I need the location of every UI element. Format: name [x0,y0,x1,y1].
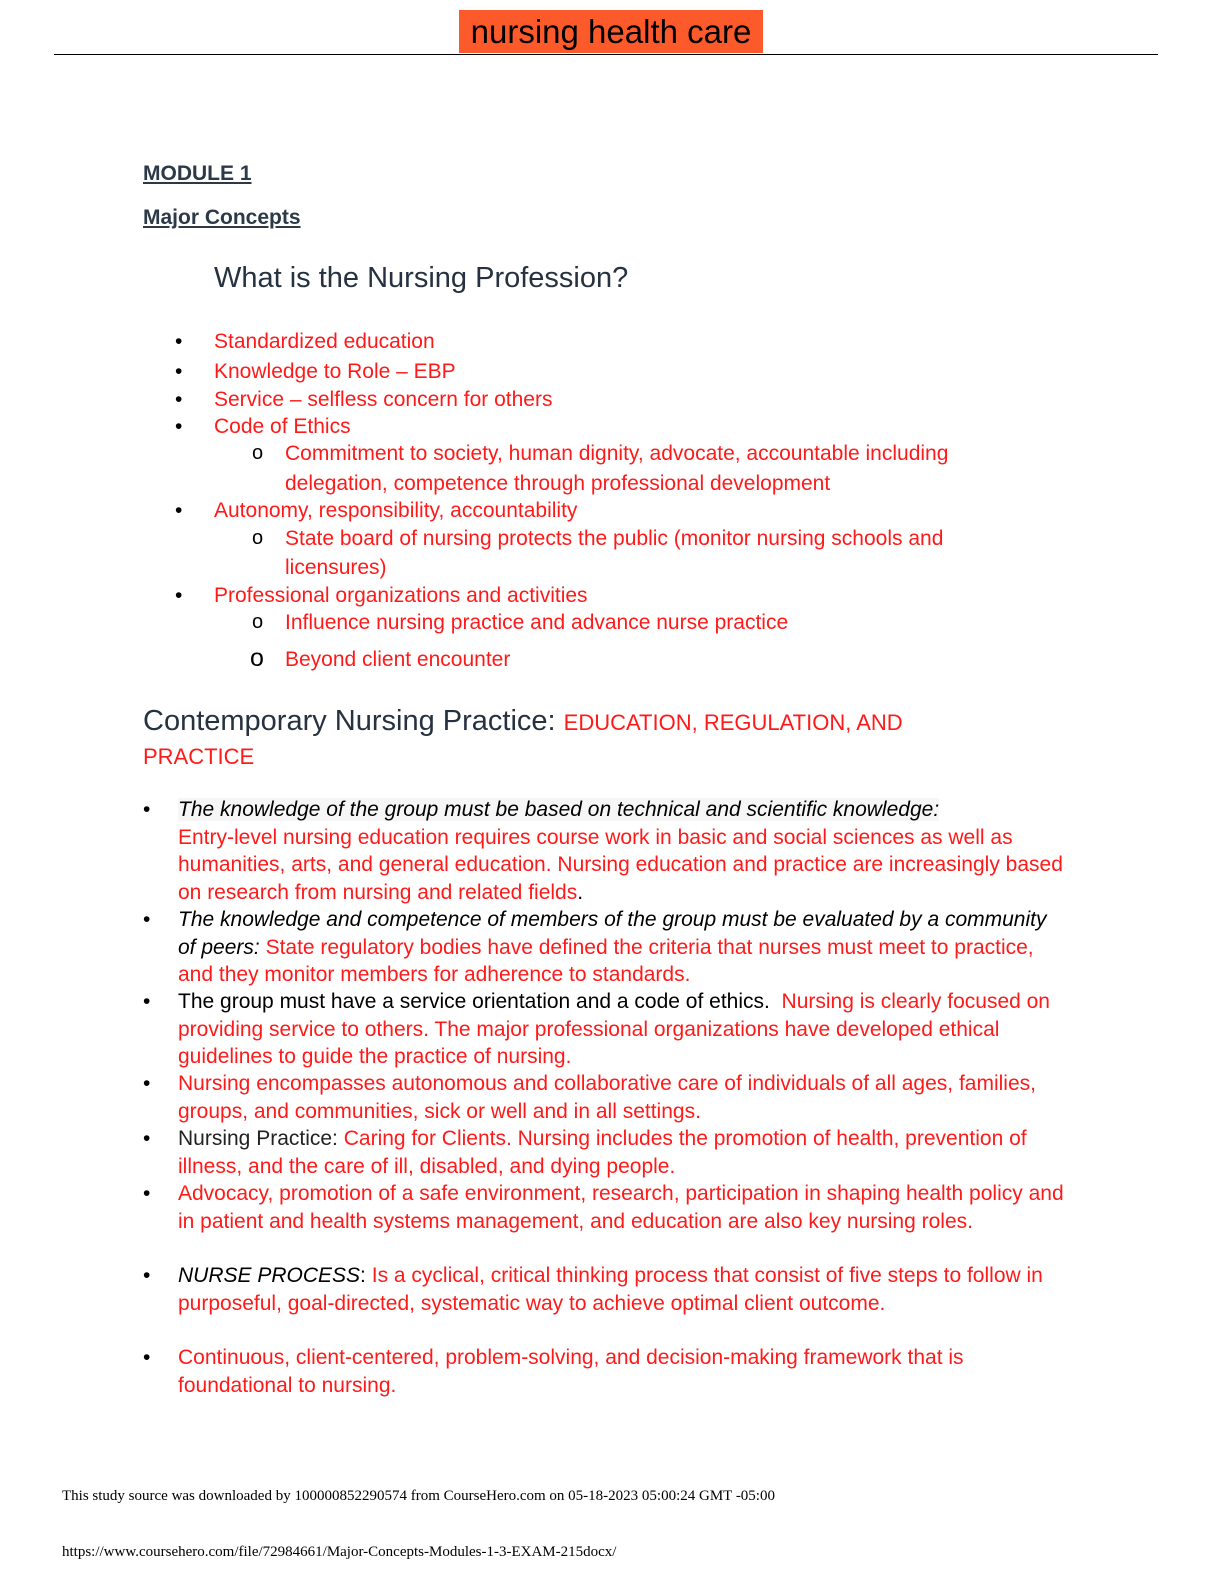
section-title [143,704,1043,769]
sub-list-item-cont: licensures) [285,556,387,579]
sub-list-item: Influence nursing practice and advance nurse practice [285,611,789,634]
paragraph-item [178,1125,1038,1180]
bullet-icon: • [143,990,151,1013]
sub-bullet-icon: o [252,527,264,549]
para-text: Entry-level nursing education requires course work in basic and social sciences as well as humanities, arts, and general education. Nursing education and practice are increasingly based on research from nursing and related fields [178,825,1063,904]
bullet-icon: • [143,908,151,931]
module-subheading: Major Concepts [143,206,301,229]
bullet-icon: • [143,1346,151,1369]
para-text: Nursing is clearly focused on providing service to others. The major professional organizations have developed ethical guidelines to guide the practice of nursing. [178,990,1050,1068]
para-text: Advocacy, promotion of a safe environment, research, participation in shaping health policy and in patient and health systems management, and education are also key nursing roles. [178,1182,1064,1233]
sub-bullet-icon: o [252,442,264,464]
section-title-red-cont: PRACTICE [143,744,255,769]
sub-list-item: Beyond client encounter [285,648,511,671]
bullet-icon: • [143,798,151,821]
para-text: Nursing encompasses autonomous and collaborative care of individuals of all ages, families, groups, and communities, sick or well and in all settings. [178,1072,1036,1123]
paragraph-item [178,1262,1078,1317]
para-lead: Nursing Practice: [178,1127,338,1150]
para-end: . [577,880,584,904]
bullet-icon: • [175,415,183,438]
paragraph-item [178,988,1058,1071]
list-item: Service – selfless concern for others [214,388,553,411]
paragraph-item [178,906,1058,989]
source-url[interactable]: https://www.coursehero.com/file/72984661/Major-Concepts-Modules-1-3-EXAM-215docx/ [62,1544,617,1560]
bullet-icon: • [143,1127,151,1150]
bullet-icon: • [143,1072,151,1095]
bullet-icon: • [175,584,183,607]
bullet-icon: • [175,330,183,353]
bullet-icon: • [143,1182,151,1205]
source-footer: This study source was downloaded by 100000852290574 from CourseHero.com on 05-18-2023 05:00:24 GMT -05:00 [62,1488,775,1504]
para-text: Continuous, client-centered, problem-solving, and decision-making framework that is foundational to nursing. [178,1346,964,1397]
bullet-icon: • [175,499,183,522]
sub-bullet-icon: o [252,611,264,633]
paragraph-item [178,796,1078,906]
para-colon: : [360,1264,366,1287]
list-item: Professional organizations and activities [214,584,588,607]
para-lead: The knowledge of the group must be based on technical and scientific knowledge: [178,798,940,821]
list-item: Code of Ethics [214,415,351,438]
question-title: What is the Nursing Profession? [214,262,629,294]
header-rule [54,54,1158,55]
sub-list-item-cont: delegation, competence through professional development [285,472,831,495]
paragraph-item [178,1180,1078,1235]
sub-bullet-icon: o [250,644,264,672]
para-text: Caring for Clients. Nursing includes the promotion of health, prevention of illness, and the care of ill, disabled, and dying people. [178,1127,1027,1178]
list-item: Standardized education [214,330,435,353]
paragraph-item [178,1344,1078,1399]
para-lead: The knowledge and competence of members of the group must be evaluated by a community of peers: [178,908,1047,959]
section-title-red: EDUCATION, REGULATION, AND [563,710,903,735]
module-label: MODULE 1 [143,162,252,185]
paragraph-item [178,1070,1078,1125]
para-text: State regulatory bodies have defined the criteria that nurses must meet to practice, and they monitor members for adherence to standards. [178,935,1034,986]
bullet-icon: • [175,360,183,383]
para-lead: The group must have a service orientation and a code of ethics. [178,990,770,1013]
sub-list-item: Commitment to society, human dignity, advocate, accountable including [285,442,949,465]
para-text: Is a cyclical, critical thinking process that consist of five steps to follow in purposeful, goal-directed, systematic way to achieve optimal client outcome. [178,1264,1043,1315]
section-title-text: Contemporary Nursing Practice: [143,705,556,737]
sub-list-item: State board of nursing protects the public (monitor nursing schools and [285,527,944,550]
bullet-icon: • [175,388,183,411]
header-title: nursing health care [459,10,763,53]
bullet-icon: • [143,1264,151,1287]
list-item: Autonomy, responsibility, accountability [214,499,578,522]
para-lead: NURSE PROCESS [178,1264,361,1287]
list-item: Knowledge to Role – EBP [214,360,456,383]
